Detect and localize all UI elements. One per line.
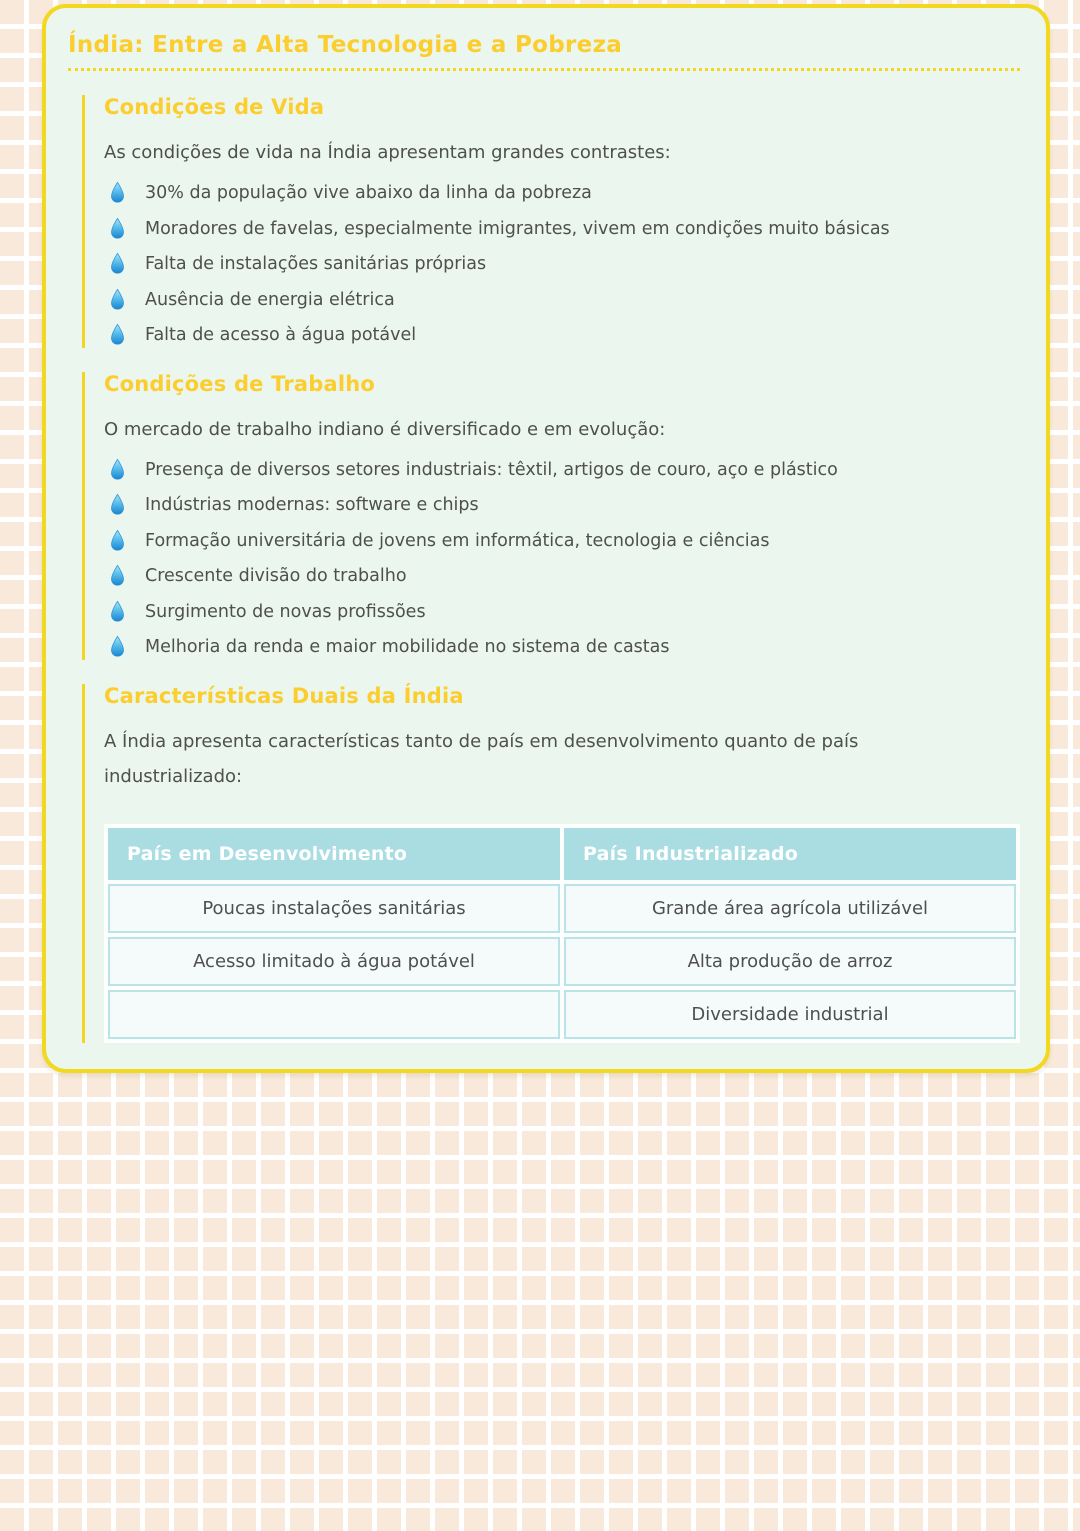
table-cell: Poucas instalações sanitárias — [108, 884, 560, 933]
droplet-icon — [109, 529, 126, 553]
notes-card — [42, 4, 1050, 1073]
dual-characteristics-table — [104, 824, 1020, 1043]
list-item — [104, 288, 1020, 313]
table-header-developing: País em Desenvolvimento — [108, 828, 560, 880]
list-item-label: Ausência de energia elétrica — [145, 289, 395, 310]
droplet-icon — [109, 635, 126, 659]
list-item-label: Indústrias modernas: software e chips — [145, 495, 479, 516]
table-header-industrialized: País Industrializado — [564, 828, 1016, 880]
section-intro: O mercado de trabalho indiano é diversificado e em evolução: — [104, 418, 666, 440]
list-item — [104, 529, 1020, 554]
section-heading: Condições de Trabalho — [104, 371, 376, 396]
droplet-icon — [109, 600, 126, 624]
list-item — [104, 181, 1020, 206]
list-item — [104, 493, 1020, 518]
table-header-row — [108, 828, 1016, 880]
droplet-icon — [109, 288, 126, 312]
list-item-label: Falta de acesso à água potável — [145, 325, 417, 346]
list-item-label: Falta de instalações sanitárias próprias — [145, 254, 487, 275]
section-condicoes-de-vida — [82, 95, 1020, 348]
list-item — [104, 217, 1020, 242]
list-item — [104, 323, 1020, 348]
section-heading: Condições de Vida — [104, 95, 325, 119]
droplet-icon — [109, 323, 126, 347]
bullet-list — [104, 181, 1020, 348]
section-caracteristicas-duais — [82, 684, 1020, 1043]
list-item — [104, 564, 1020, 589]
list-item — [104, 600, 1020, 625]
title-divider — [68, 68, 1020, 71]
table-row — [108, 937, 1016, 986]
droplet-icon — [109, 493, 126, 517]
section-heading: Características Duais da Índia — [104, 683, 464, 708]
list-item-label: 30% da população vive abaixo da linha da pobreza — [145, 183, 592, 204]
list-item — [104, 458, 1020, 483]
droplet-icon — [109, 181, 126, 205]
page-title: Índia: Entre a Alta Tecnologia e a Pobreza — [68, 32, 623, 58]
table-row — [108, 990, 1016, 1039]
section-intro: A Índia apresenta características tanto de país em desenvolvimento quanto de país industrializado: — [104, 730, 859, 787]
section-intro: As condições de vida na Índia apresentam grandes contrastes: — [104, 142, 671, 163]
list-item-label: Crescente divisão do trabalho — [145, 566, 407, 587]
list-item-label: Moradores de favelas, especialmente imigrantes, vivem em condições muito básicas — [145, 218, 890, 239]
droplet-icon — [109, 217, 126, 241]
table-cell: Acesso limitado à água potável — [108, 937, 560, 986]
list-item-label: Presença de diversos setores industriais: têxtil, artigos de couro, aço e plástico — [145, 459, 838, 480]
list-item-label: Melhoria da renda e maior mobilidade no sistema de castas — [145, 637, 670, 658]
table-cell: Diversidade industrial — [564, 990, 1016, 1039]
table-cell: Grande área agrícola utilizável — [564, 884, 1016, 933]
list-item — [104, 635, 1020, 660]
droplet-icon — [109, 458, 126, 482]
table-row — [108, 884, 1016, 933]
bullet-list — [104, 458, 1020, 660]
list-item — [104, 252, 1020, 277]
table-cell-empty — [108, 990, 560, 1039]
table-cell: Alta produção de arroz — [564, 937, 1016, 986]
droplet-icon — [109, 252, 126, 276]
list-item-label: Formação universitária de jovens em informática, tecnologia e ciências — [145, 530, 770, 551]
list-item-label: Surgimento de novas profissões — [145, 601, 426, 622]
section-condicoes-de-trabalho — [82, 372, 1020, 660]
droplet-icon — [109, 564, 126, 588]
